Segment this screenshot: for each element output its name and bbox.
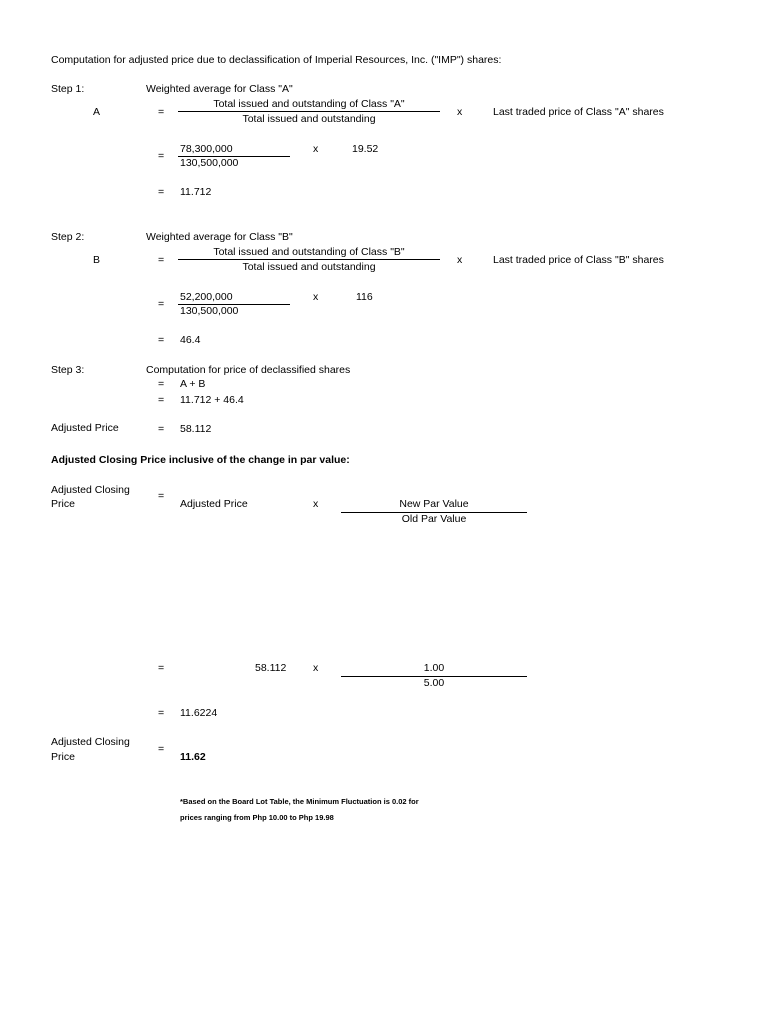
step2-equals-2: =	[158, 298, 165, 310]
closing-fraction-numerator: New Par Value	[399, 498, 469, 510]
step1-equals-2: =	[158, 150, 165, 162]
closing-equals-3: =	[158, 707, 165, 719]
step2-denominator-value: 130,500,000	[180, 305, 239, 317]
step3-substitution: 11.712 + 46.4	[180, 394, 244, 406]
step2-variable: B	[93, 254, 101, 266]
step3-equals-2: =	[158, 394, 165, 406]
step2-equals-3: =	[158, 334, 165, 346]
step2-times: x	[457, 254, 463, 266]
final-label-line1: Adjusted Closing	[51, 736, 130, 748]
step2-times-2: x	[313, 291, 319, 303]
step2-equals: =	[158, 254, 165, 266]
step3-label: Step 3:	[51, 364, 85, 376]
closing-fraction-denominator: Old Par Value	[401, 513, 467, 525]
adjusted-price-value: 58.112	[180, 423, 212, 435]
step3-equals: =	[158, 378, 165, 390]
adjusted-price-equals: =	[158, 423, 165, 435]
step2-label: Step 2:	[51, 231, 85, 243]
step1-variable: A	[93, 106, 101, 118]
closing-times-2: x	[313, 662, 319, 674]
step2-fraction-bar	[178, 259, 440, 260]
closing-section-heading: Adjusted Closing Price inclusive of the change in par value:	[51, 454, 350, 466]
final-equals: =	[158, 743, 165, 755]
step1-fraction-bar	[178, 111, 440, 112]
step2-result: 46.4	[180, 334, 201, 346]
step1-fraction-numerator: Total issued and outstanding of Class "A"	[213, 98, 405, 110]
closing-label-line2: Price	[51, 498, 75, 510]
step1-equals-3: =	[158, 186, 165, 198]
footnote-line2: prices ranging from Php 10.00 to Php 19.98	[180, 813, 334, 822]
step1-heading: Weighted average for Class "A"	[146, 83, 293, 95]
step3-formula: A + B	[180, 378, 206, 390]
step1-result: 11.712	[180, 186, 212, 198]
step1-price-value: 19.52	[352, 143, 379, 155]
step2-heading: Weighted average for Class "B"	[146, 231, 293, 243]
final-value: 11.62	[180, 751, 206, 763]
closing-equals: =	[158, 490, 165, 502]
step1-fraction-denominator: Total issued and outstanding	[242, 113, 376, 125]
closing-term-adjusted-price: Adjusted Price	[180, 498, 248, 510]
document-title: Computation for adjusted price due to declassification of Imperial Resources, Inc. ("IMP") shares:	[51, 54, 502, 66]
closing-times: x	[313, 498, 319, 510]
step1-times: x	[457, 106, 463, 118]
step1-equals: =	[158, 106, 165, 118]
step1-label: Step 1:	[51, 83, 85, 95]
step1-denominator-value: 130,500,000	[180, 157, 239, 169]
closing-new-par-value: 1.00	[423, 662, 445, 674]
footnote-line1: *Based on the Board Lot Table, the Minimum Fluctuation is 0.02 for	[180, 797, 419, 806]
final-label-line2: Price	[51, 751, 75, 763]
closing-old-par-value: 5.00	[423, 677, 445, 689]
step1-numerator-value: 78,300,000	[180, 143, 233, 155]
step2-fraction-numerator: Total issued and outstanding of Class "B"	[213, 246, 405, 258]
closing-value-price: 58.112	[255, 662, 287, 674]
step2-fraction-denominator: Total issued and outstanding	[242, 261, 376, 273]
step1-last-price-label: Last traded price of Class "A" shares	[493, 106, 664, 118]
closing-equals-2: =	[158, 662, 165, 674]
step2-numerator-value: 52,200,000	[180, 291, 233, 303]
closing-label-line1: Adjusted Closing	[51, 484, 130, 496]
adjusted-price-label: Adjusted Price	[51, 422, 119, 434]
step2-last-price-label: Last traded price of Class "B" shares	[493, 254, 664, 266]
step1-times-2: x	[313, 143, 319, 155]
step2-price-value: 116	[356, 291, 373, 303]
closing-result: 11.6224	[180, 707, 218, 719]
step3-heading: Computation for price of declassified shares	[146, 364, 351, 376]
